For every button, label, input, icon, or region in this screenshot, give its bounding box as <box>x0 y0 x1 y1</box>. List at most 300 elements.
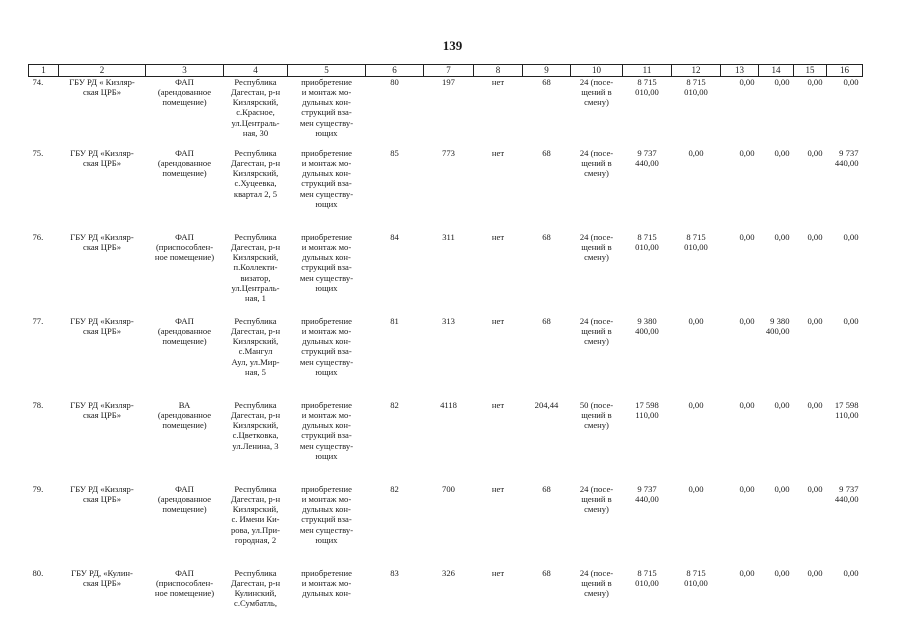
col-7-cell <box>424 397 474 481</box>
column-number-6: 6 <box>366 65 424 77</box>
cell-line: щений в <box>581 494 612 505</box>
cell-line: Республика <box>234 484 277 494</box>
cell-line: 9 380 <box>770 316 790 326</box>
institution-cell <box>59 397 146 481</box>
col-7-cell <box>424 145 474 229</box>
cell-line: ное помещение) <box>154 252 215 263</box>
cell-line: 010,00 <box>635 87 659 98</box>
cell-line: смену) <box>584 588 609 599</box>
cell-line: Кизлярский, <box>232 168 279 179</box>
cell-line: смену) <box>584 336 609 347</box>
col-9-cell <box>523 313 571 397</box>
col-9-cell <box>523 481 571 565</box>
cell-line: мен существу- <box>299 356 354 367</box>
capacity-cell <box>571 313 623 397</box>
cell-line: ул.Централь- <box>231 282 280 293</box>
cell-line: с. Имени Ки- <box>231 514 280 525</box>
col-12-cell <box>672 565 721 628</box>
row-number-cell <box>29 145 59 229</box>
column-number-14: 14 <box>759 65 794 77</box>
col-14-cell <box>759 565 794 628</box>
cell-line: и монтаж мо- <box>301 410 352 421</box>
table-row <box>29 229 863 313</box>
cell-line: 0,00 <box>774 148 790 158</box>
cell-line: ская ЦРБ» <box>83 326 121 337</box>
cell-line: 8 715 <box>637 568 657 578</box>
table-row <box>29 397 863 481</box>
total-cost-cell <box>623 397 672 481</box>
cell-line: ГБУ РД «Кизляр- <box>70 232 134 242</box>
cell-line: Кулинский, <box>234 588 277 599</box>
col-12-cell <box>672 145 721 229</box>
col-15-cell <box>794 565 827 628</box>
cell-line: 0,00 <box>807 316 823 326</box>
row-number-cell <box>29 397 59 481</box>
col-16-cell <box>827 481 863 565</box>
column-number-15: 15 <box>794 65 827 77</box>
cell-line: 0,00 <box>688 484 704 494</box>
cell-line: (арендованное <box>157 326 212 337</box>
col-8-cell <box>474 77 523 146</box>
col-14-cell <box>759 145 794 229</box>
col-13-cell <box>721 313 759 397</box>
col-6-cell <box>366 481 424 565</box>
work-type-cell <box>288 397 366 481</box>
table-row <box>29 313 863 397</box>
institution-cell <box>59 145 146 229</box>
row-number-cell <box>29 481 59 565</box>
cell-line: (арендованное <box>157 158 212 169</box>
facility-type-cell <box>146 313 224 397</box>
cell-line: 9 737 <box>839 148 859 158</box>
cell-line: смену) <box>584 168 609 179</box>
cell-line: дульных кон- <box>302 504 351 515</box>
cell-line: 4118 <box>440 400 457 410</box>
cell-line: 17 598 <box>834 400 859 410</box>
cell-line: городная, 2 <box>234 534 277 545</box>
capacity-cell <box>571 229 623 313</box>
col-6-cell <box>366 145 424 229</box>
cell-line: струкций вза- <box>301 346 352 357</box>
cell-line: 010,00 <box>684 87 708 98</box>
col-8-cell <box>474 313 523 397</box>
col-16-cell <box>827 77 863 146</box>
col-6-cell <box>366 313 424 397</box>
work-type-cell <box>288 229 366 313</box>
col-8-cell <box>474 565 523 628</box>
col-16-cell <box>827 397 863 481</box>
cell-line: 0,00 <box>843 568 859 578</box>
cell-line: 80 <box>390 77 399 87</box>
column-number-11: 11 <box>623 65 672 77</box>
cell-line: мен существу- <box>299 524 354 535</box>
capacity-cell <box>571 481 623 565</box>
col-16-cell <box>827 145 863 229</box>
cell-line: 9 380 <box>637 316 657 326</box>
row-number-cell <box>29 313 59 397</box>
col-15-cell <box>794 77 827 146</box>
cell-line: нет <box>491 484 505 494</box>
cell-line: 0,00 <box>739 148 755 158</box>
cell-line: (приспособлен- <box>155 578 214 589</box>
cell-line: 0,00 <box>774 77 790 87</box>
cell-line: ФАП <box>175 568 194 578</box>
cell-line: 77. <box>32 316 44 326</box>
work-type-cell <box>288 481 366 565</box>
cell-line: ФАП <box>175 484 194 494</box>
cell-line: приобретение <box>301 568 352 578</box>
cell-line: ФАП <box>175 316 194 326</box>
row-number-cell <box>29 77 59 146</box>
cell-line: приобретение <box>301 77 352 87</box>
cell-line: 68 <box>542 484 551 494</box>
col-12-cell <box>672 313 721 397</box>
col-8-cell <box>474 145 523 229</box>
cell-line: с.Цветковка, <box>232 430 279 441</box>
cell-line: щений в <box>581 578 612 589</box>
cell-line: 82 <box>390 484 399 494</box>
cell-line: 0,00 <box>843 232 859 242</box>
col-14-cell <box>759 77 794 146</box>
cell-line: 773 <box>442 148 455 158</box>
cell-line: ная, 1 <box>245 292 266 303</box>
cell-line: 24 (посе- <box>579 316 614 326</box>
cell-line: ская ЦРБ» <box>83 410 121 421</box>
cell-line: помещение) <box>162 504 207 515</box>
col-6-cell <box>366 397 424 481</box>
cell-line: 0,00 <box>739 316 755 326</box>
cell-line: с.Красное, <box>236 107 275 118</box>
cell-line: ул.Ленина, 3 <box>232 440 279 451</box>
cell-line: ФАП <box>175 148 194 158</box>
cell-line: 400,00 <box>635 326 659 337</box>
col-14-cell <box>759 397 794 481</box>
cell-line: 0,00 <box>843 316 859 326</box>
col-15-cell <box>794 397 827 481</box>
col-8-cell <box>474 229 523 313</box>
cell-line: (приспособлен- <box>155 242 214 253</box>
cell-line: смену) <box>584 97 609 108</box>
table-row <box>29 481 863 565</box>
cell-line: 0,00 <box>807 77 823 87</box>
cell-line: 0,00 <box>843 77 859 87</box>
cell-line: и монтаж мо- <box>301 158 352 169</box>
cell-line: 700 <box>442 484 455 494</box>
col-15-cell <box>794 313 827 397</box>
cell-line: п.Коллекти- <box>233 262 278 273</box>
col-8-cell <box>474 397 523 481</box>
cell-line: мен существу- <box>299 117 354 128</box>
cell-line: дульных кон- <box>302 420 351 431</box>
cell-line: 74. <box>32 77 44 87</box>
cell-line: нет <box>491 148 505 158</box>
cell-line: 0,00 <box>739 484 755 494</box>
cell-line: 68 <box>542 568 551 578</box>
col-7-cell <box>424 229 474 313</box>
cell-line: 24 (посе- <box>579 77 614 87</box>
cell-line: 311 <box>442 232 455 242</box>
cell-line: 8 715 <box>686 568 706 578</box>
cell-line: 85 <box>390 148 399 158</box>
cell-line: приобретение <box>301 148 352 158</box>
cell-line: ГБУ РД, «Кулин- <box>71 568 133 578</box>
cell-line: ГБУ РД «Кизляр- <box>70 316 134 326</box>
cell-line: 0,00 <box>739 77 755 87</box>
cell-line: 24 (посе- <box>579 484 614 494</box>
cell-line: 400,00 <box>765 326 790 337</box>
cell-line: и монтаж мо- <box>301 87 352 98</box>
cell-line: ное помещение) <box>154 588 215 599</box>
cell-line: 440,00 <box>635 158 659 169</box>
address-cell <box>224 565 288 628</box>
cell-line: 24 (посе- <box>579 568 614 578</box>
col-12-cell <box>672 481 721 565</box>
col-9-cell <box>523 77 571 146</box>
cell-line: Республика <box>234 232 277 242</box>
col-13-cell <box>721 481 759 565</box>
cell-line: нет <box>491 232 505 242</box>
facility-type-cell <box>146 145 224 229</box>
column-number-8: 8 <box>474 65 523 77</box>
cell-line: ющих <box>315 366 338 377</box>
col-13-cell <box>721 145 759 229</box>
cell-line: с.Мангул <box>238 346 273 357</box>
cell-line: 8 715 <box>637 232 657 242</box>
cell-line: 9 737 <box>637 148 657 158</box>
work-type-cell <box>288 145 366 229</box>
cell-line: 24 (посе- <box>579 148 614 158</box>
cell-line: 68 <box>542 77 551 87</box>
cell-line: Дагестан, р-н <box>230 158 281 169</box>
cell-line: 440,00 <box>834 158 859 169</box>
cell-line: Кизлярский, <box>232 504 279 515</box>
cell-line: 110,00 <box>835 410 859 421</box>
col-14-cell <box>759 229 794 313</box>
institution-cell <box>59 313 146 397</box>
cell-line: 0,00 <box>774 568 790 578</box>
cell-line: ул.Централь- <box>231 117 280 128</box>
col-6-cell <box>366 229 424 313</box>
cell-line: ная, 30 <box>242 127 269 138</box>
col-12-cell <box>672 229 721 313</box>
column-number-2: 2 <box>59 65 146 77</box>
facility-type-cell <box>146 565 224 628</box>
cell-line: дульных кон- <box>302 97 351 108</box>
page-number: 139 <box>442 38 463 53</box>
cell-line: струкций вза- <box>301 262 352 273</box>
col-15-cell <box>794 229 827 313</box>
total-cost-cell <box>623 145 672 229</box>
col-9-cell <box>523 565 571 628</box>
cell-line: Республика <box>234 400 277 410</box>
cell-line: ющих <box>315 127 338 138</box>
address-cell <box>224 481 288 565</box>
cell-line: ФАП <box>175 232 194 242</box>
cell-line: Республика <box>234 77 277 87</box>
cell-line: 0,00 <box>688 400 704 410</box>
address-cell <box>224 145 288 229</box>
cell-line: 0,00 <box>739 400 755 410</box>
col-9-cell <box>523 229 571 313</box>
facility-type-cell <box>146 397 224 481</box>
total-cost-cell <box>623 313 672 397</box>
cell-line: и монтаж мо- <box>301 578 352 589</box>
cell-line: ГБУ РД «Кизляр- <box>70 400 134 410</box>
cell-line: 9 737 <box>637 484 657 494</box>
cell-line: смену) <box>584 252 609 263</box>
cell-line: 0,00 <box>807 232 823 242</box>
facility-type-cell <box>146 77 224 146</box>
cell-line: рова, ул.При- <box>231 524 280 535</box>
col-16-cell <box>827 565 863 628</box>
cell-line: 010,00 <box>684 242 708 253</box>
capacity-cell <box>571 77 623 146</box>
cell-line: ская ЦРБ» <box>83 158 121 169</box>
cell-line: приобретение <box>301 400 352 410</box>
cell-line: 010,00 <box>635 578 659 589</box>
cell-line: Кизлярский, <box>232 336 279 347</box>
cell-line: Кизлярский, <box>232 252 279 263</box>
cell-line: дульных кон- <box>302 252 351 263</box>
cell-line: 24 (посе- <box>579 232 614 242</box>
cell-line: приобретение <box>301 232 352 242</box>
table-row <box>29 77 863 146</box>
cell-line: нет <box>491 568 505 578</box>
cell-line: 8 715 <box>686 232 706 242</box>
column-number-3: 3 <box>146 65 224 77</box>
col-9-cell <box>523 397 571 481</box>
cell-line: 326 <box>442 568 455 578</box>
col-16-cell <box>827 313 863 397</box>
cell-line: 84 <box>390 232 399 242</box>
cell-line: 8 715 <box>637 77 657 87</box>
cell-line: Дагестан, р-н <box>230 326 281 337</box>
cell-line: Республика <box>234 148 277 158</box>
cell-line: с.Сумбатль, <box>234 598 277 609</box>
cell-line: смену) <box>584 504 609 515</box>
column-number-1: 1 <box>29 65 59 77</box>
col-12-cell <box>672 77 721 146</box>
cell-line: ФАП <box>175 77 194 87</box>
row-number-cell <box>29 565 59 628</box>
facility-type-cell <box>146 481 224 565</box>
cell-line: 76. <box>32 232 44 242</box>
column-number-7: 7 <box>424 65 474 77</box>
cell-line: 0,00 <box>807 400 823 410</box>
cell-line: 0,00 <box>688 316 704 326</box>
cell-line: 0,00 <box>807 484 823 494</box>
cell-line: Дагестан, р-н <box>230 410 281 421</box>
cell-line: 197 <box>442 77 455 87</box>
col-12-cell <box>672 397 721 481</box>
cell-line: 0,00 <box>688 148 704 158</box>
col-8-cell <box>474 481 523 565</box>
cell-line: струкций вза- <box>301 514 352 525</box>
cell-line: нет <box>491 316 505 326</box>
cell-line: Дагестан, р-н <box>230 242 281 253</box>
cell-line: 0,00 <box>807 568 823 578</box>
cell-line: мен существу- <box>299 188 354 199</box>
cell-line: Кизлярский, <box>232 97 279 108</box>
cell-line: 0,00 <box>807 148 823 158</box>
address-cell <box>224 397 288 481</box>
cell-line: нет <box>491 77 505 87</box>
institution-cell <box>59 229 146 313</box>
cell-line: смену) <box>584 420 609 431</box>
row-number-cell <box>29 229 59 313</box>
work-type-cell <box>288 565 366 628</box>
cell-line: Кизлярский, <box>232 420 279 431</box>
cell-line: Аул, ул.Мир- <box>231 356 280 367</box>
address-cell <box>224 77 288 146</box>
cell-line: приобретение <box>301 484 352 494</box>
cell-line: струкций вза- <box>301 107 352 118</box>
cell-line: щений в <box>581 87 612 98</box>
col-7-cell <box>424 77 474 146</box>
cell-line: 313 <box>442 316 455 326</box>
column-number-row <box>29 65 863 77</box>
facility-type-cell <box>146 229 224 313</box>
cell-line: 17 598 <box>635 400 659 410</box>
cell-line: и монтаж мо- <box>301 326 352 337</box>
cell-line: Республика <box>234 316 277 326</box>
col-13-cell <box>721 565 759 628</box>
cell-line: ская ЦРБ» <box>83 242 121 253</box>
cell-line: ющих <box>315 450 338 461</box>
cell-line: помещение) <box>162 420 207 431</box>
capacity-cell <box>571 145 623 229</box>
col-7-cell <box>424 481 474 565</box>
cell-line: 204,44 <box>534 400 559 410</box>
institution-cell <box>59 77 146 146</box>
cell-line: 50 (посе- <box>579 400 614 410</box>
column-number-12: 12 <box>672 65 721 77</box>
col-14-cell <box>759 313 794 397</box>
cell-line: 81 <box>390 316 399 326</box>
cell-line: помещение) <box>162 336 207 347</box>
cell-line: ющих <box>315 198 338 209</box>
cell-line: щений в <box>581 410 612 421</box>
cell-line: струкций вза- <box>301 178 352 189</box>
column-number-10: 10 <box>571 65 623 77</box>
col-9-cell <box>523 145 571 229</box>
col-7-cell <box>424 565 474 628</box>
cell-line: 010,00 <box>635 242 659 253</box>
cell-line: Республика <box>234 568 277 578</box>
cell-line: струкций вза- <box>301 430 352 441</box>
cell-line: 79. <box>32 484 44 494</box>
cell-line: 78. <box>32 400 44 410</box>
cell-line: Дагестан, р-н <box>230 494 281 505</box>
total-cost-cell <box>623 229 672 313</box>
cell-line: Дагестан, р-н <box>230 87 281 98</box>
cell-line: дульных кон- <box>302 336 351 347</box>
cell-line: ная, 5 <box>245 366 266 377</box>
cell-line: 82 <box>390 400 399 410</box>
cell-line: нет <box>491 400 505 410</box>
cell-line: 0,00 <box>739 568 755 578</box>
cell-line: 440,00 <box>635 494 659 505</box>
col-15-cell <box>794 481 827 565</box>
cell-line: помещение) <box>162 97 207 108</box>
total-cost-cell <box>623 77 672 146</box>
cell-line: 8 715 <box>686 77 706 87</box>
col-13-cell <box>721 77 759 146</box>
cell-line: 0,00 <box>739 232 755 242</box>
col-13-cell <box>721 397 759 481</box>
col-7-cell <box>424 313 474 397</box>
cell-line: 0,00 <box>774 232 790 242</box>
